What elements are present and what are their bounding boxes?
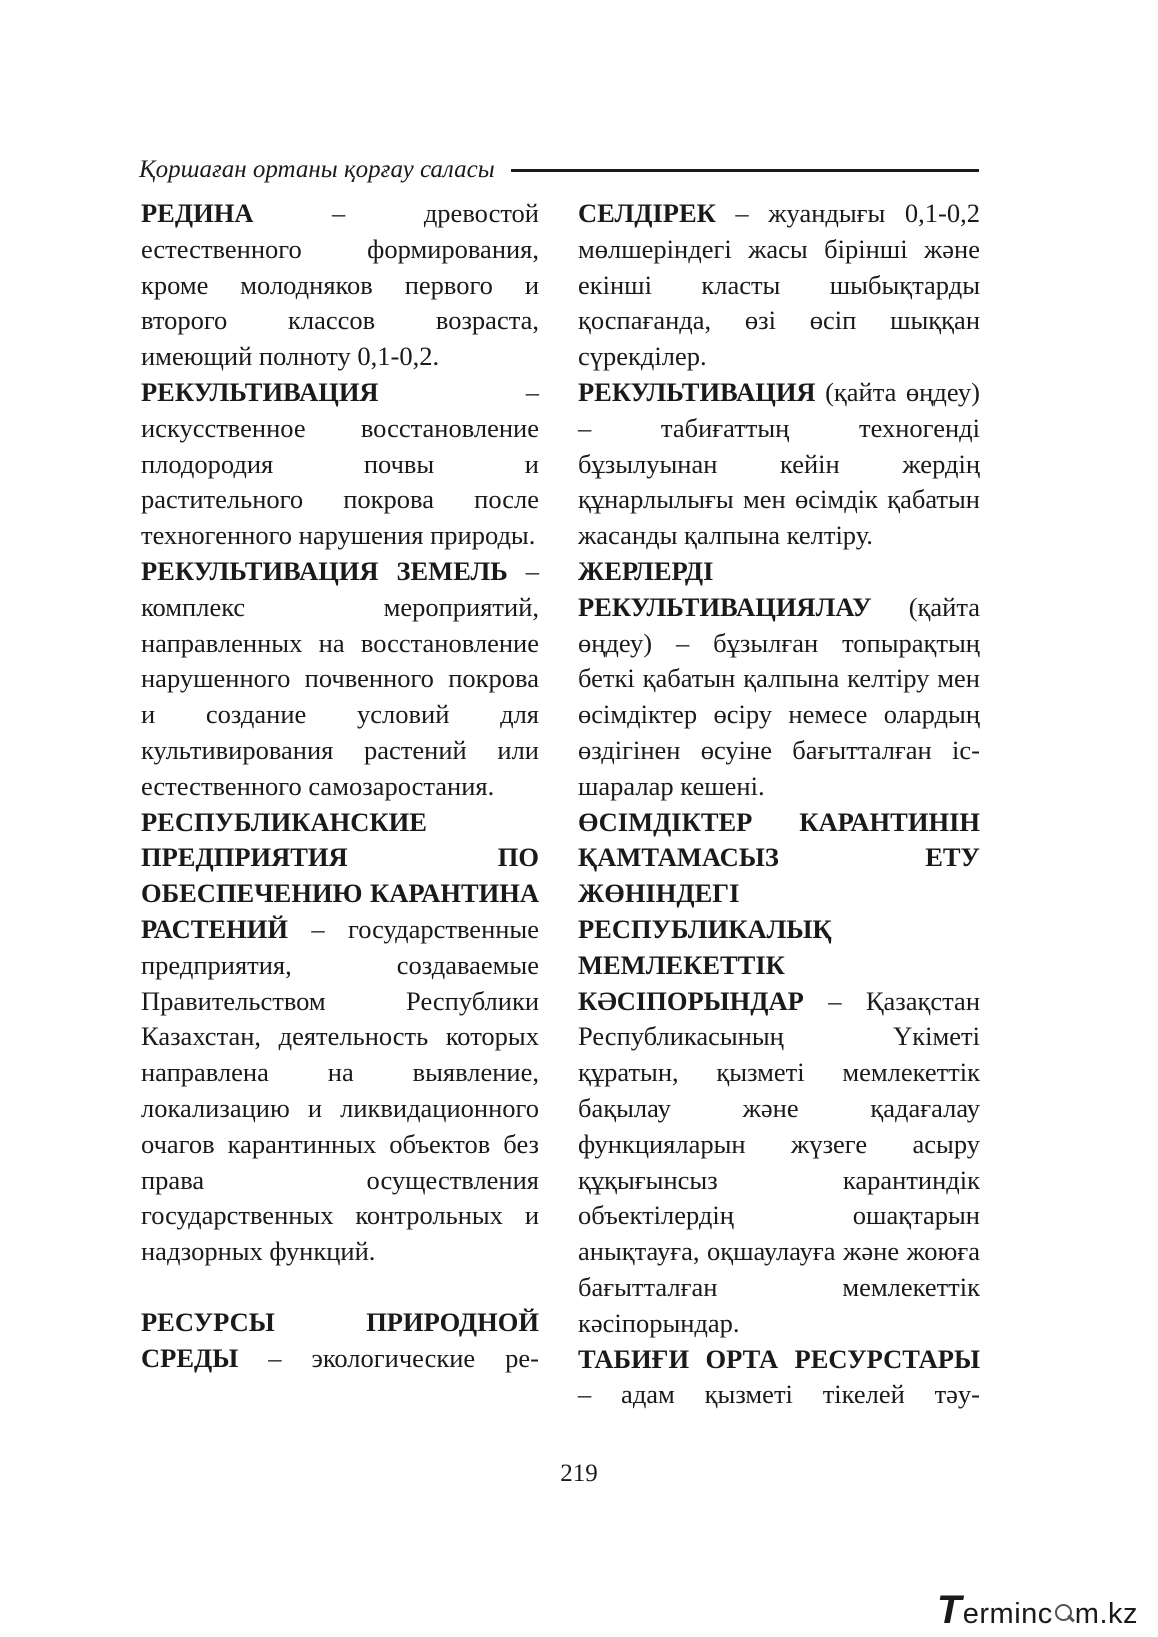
entry-tabigi-orta-resurstary [578, 1342, 980, 1414]
entry-term: ӨСІМДІКТЕР КАРАНТИНІН ҚАМТАМАСЫЗ ЕТУ ЖӨНІНДЕГІ РЕСПУБЛИКАЛЫҚ МЕМЛЕКЕТТІК КӘСІПОРЫНДАР [578, 806, 980, 1016]
entry-term: ТАБИҒИ ОРТА РЕСУРСТАРЫ [578, 1343, 980, 1374]
entry-term: РЕДИНА [141, 198, 254, 228]
entry-resursy-prirodnoy-sredy [141, 1305, 539, 1377]
entry-term: РЕКУЛЬТИВАЦИЯ [578, 376, 816, 407]
entry-term: РЕСУРСЫ ПРИРОДНОЙ СРЕДЫ [141, 1306, 539, 1373]
magnifier-icon [1054, 1603, 1074, 1623]
watermark-middle: erminc [962, 1598, 1053, 1630]
entry-redina [141, 196, 539, 375]
entry-definition: – жуандығы 0,1-0,2 мөлшеріндегі жасы бірінші және екінші класты шыбықтарды қоспағанда, өзі өсіп шыққан сүрекділер. [578, 198, 980, 372]
entry-term: РЕСПУБЛИКАНСКИЕ ПРЕДПРИЯТИЯ ПО ОБЕСПЕЧЕНИЮ КАРАНТИНА РАСТЕНИЙ [141, 806, 539, 944]
watermark-initial: T [936, 1588, 962, 1632]
watermark-end: m.kz [1074, 1598, 1138, 1630]
entry-term: РЕКУЛЬТИВАЦИЯ ЗЕМЕЛЬ [141, 555, 508, 586]
running-head-title: Қоршаған ортаны қорғау саласы [139, 156, 495, 183]
entry-term: РЕКУЛЬТИВАЦИЯ [141, 376, 379, 407]
entry-definition: – Қазақстан Республикасының Үкіметі құратын, қызметі мемлекеттік бақылау және қадағалау функцияларын жүзеге асыру құқығынсыз карантиндік объектілердің ошақтарын анықтауға, оқшаулауға және жоюға бағытталған мемлекеттік кәсіпорындар. [578, 985, 980, 1338]
entry-term: ЖЕРЛЕРДІ РЕКУЛЬТИВАЦИЯЛАУ [578, 555, 872, 622]
entry-definition: – комплекс мероприятий, направленных на восстановление нарушенного почвенного покрова и создание условий для культивирования растений или естественного самозаростания. [141, 555, 539, 801]
entry-definition: – экологические ре- [238, 1342, 539, 1373]
entry-rekultivatsiya-zemel [141, 554, 539, 805]
page-number: 219 [560, 1460, 598, 1487]
entry-seldirek [578, 196, 980, 375]
entry-term: СЕЛДІРЕК [578, 198, 716, 228]
entry-respublikanskie-predpriyatiya [141, 805, 539, 1270]
watermark-logo [937, 1588, 1138, 1633]
entry-definition: – искусственное восстановление плодородия почвы и растительного покрова после техногенного нарушения природы. [141, 376, 539, 551]
entry-osimdikter-karantinin [578, 805, 980, 1342]
entry-definition: – адам қызметі тікелей тәу- [578, 1379, 980, 1410]
entry-definition: – государственные предприятия, создаваемые Правительством Республики Казахстан, деятельность которых направлена на выявление, локализацию и ликвидационного очагов карантинных объектов без права осуществления государственных контрольных и надзорных функций. [141, 913, 539, 1267]
entry-definition: – древостой естественного формирования, кроме молодняков первого и второго классов возраста, имеющий полноту 0,1-0,2. [141, 198, 539, 372]
left-column [141, 196, 539, 1377]
right-column [578, 196, 980, 1413]
entry-definition: (қайта өңдеу) – бұзылған топырақтың беткі қабатын қалпына келтіру мен өсімдіктер өсіру немесе олардың өздігінен өсуіне бағытталған іс-шаралар кешені. [578, 591, 980, 801]
entry-rekultivatsiya-ru [141, 375, 539, 554]
running-head-rule [511, 169, 979, 172]
entry-rekultivatsiya-kk [578, 375, 980, 554]
entry-zherlerdi-rekultivatsiyalau [578, 554, 980, 805]
entry-definition: (қайта өңдеу) – табиғаттың техногенді бұзылуынан кейін жердің құнарлылығы мен өсімдік қабатын жасанды қалпына келтіру. [578, 376, 980, 551]
running-head [139, 150, 979, 190]
